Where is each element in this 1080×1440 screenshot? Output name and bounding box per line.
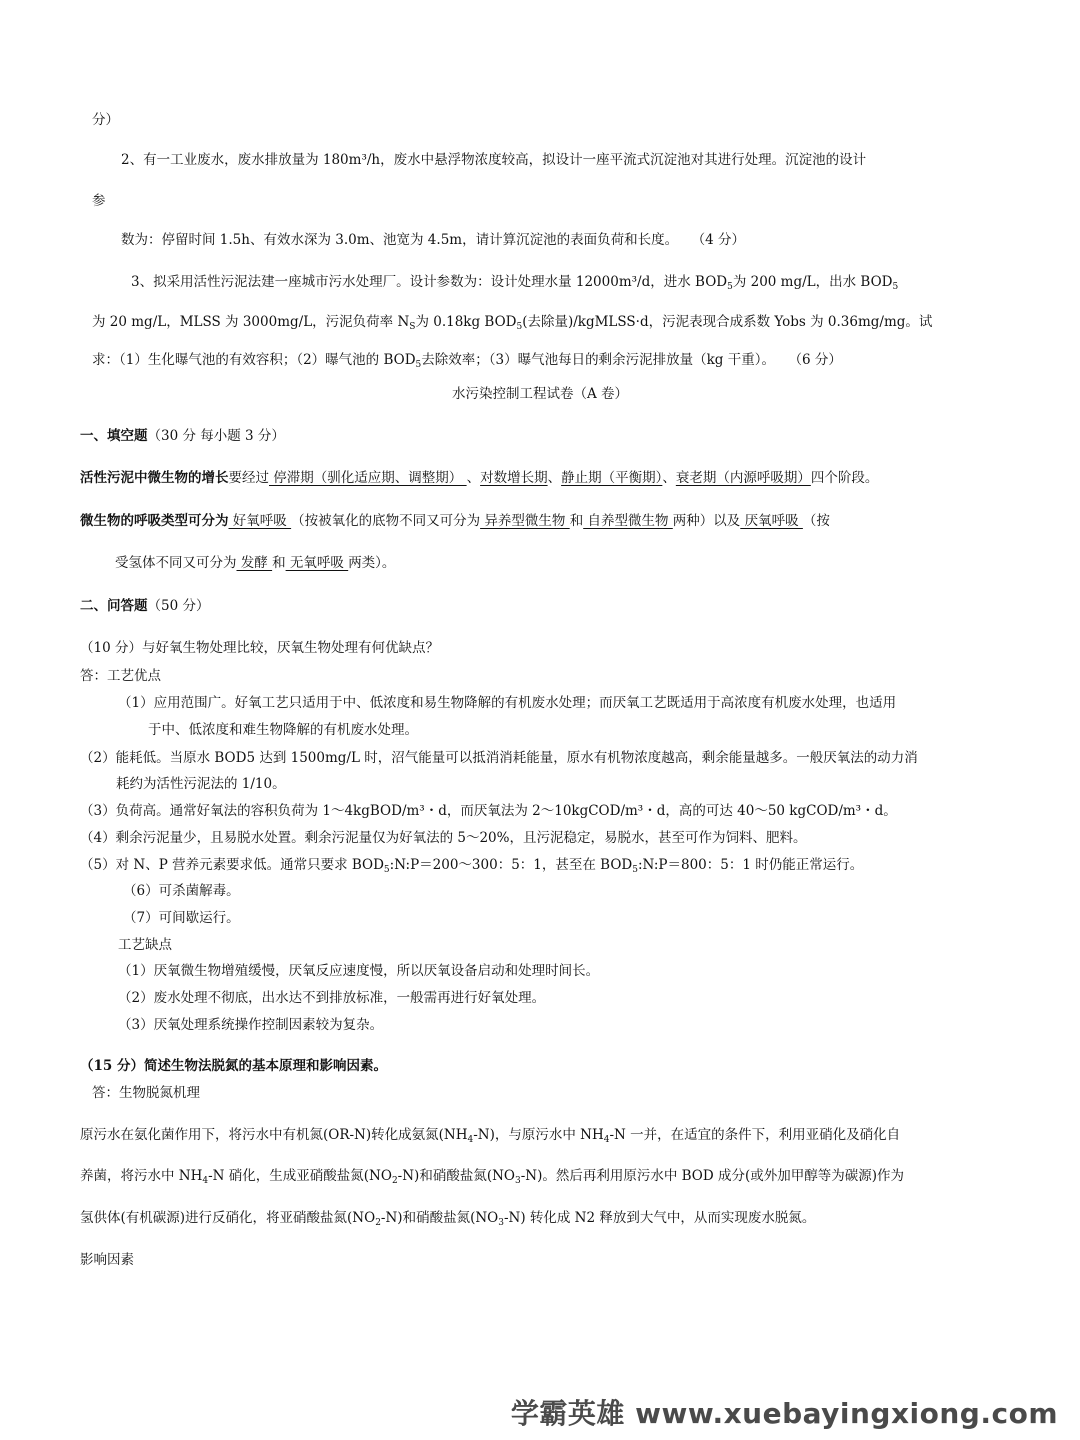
answer-line: （1）应用范围广。好氧工艺只适用于中、低浓度和易生物降解的有机废水处理；而厌氧工艺既适用于高浓度有机废水处理，也适用 (118, 695, 897, 711)
answer-line: （2）废水处理不彻底，出水达不到排放标准，一般需再进行好氧处理。 (118, 990, 546, 1006)
problem-3-line-2: 为 20 mg/L，MLSS 为 3000mg/L，污泥负荷率 $N_S$为 0.18kg $BOD_5$(去除量)/kgMLSS·d，污泥表现合成系数 Yobs 为 0.36mg/mg。试 (92, 314, 933, 332)
answer-blank: 自养型微生物 (583, 513, 673, 529)
answer-subheading: 工艺缺点 (118, 937, 172, 953)
fill-blank-2-cont: 受氢体不同又可分为 发酵 和 无氧呼吸 两类）。 (115, 555, 396, 571)
answer-blank: 厌氧呼吸 (740, 513, 803, 529)
answer-line: （3）厌氧处理系统操作控制因素较为复杂。 (118, 1017, 384, 1033)
answer-label: 答：生物脱氮机理 (92, 1085, 200, 1101)
answer-line: 耗约为活性污泥法的 1/10。 (116, 776, 286, 792)
answer-line: 于中、低浓度和难生物降解的有机废水处理。 (148, 722, 418, 738)
answer-line: （4）剩余污泥量少，且易脱水处置。剩余污泥量仅为好氧法的 5～20%，且污泥稳定，易脱水，甚至可作为饲料、肥料。 (80, 830, 807, 846)
problem-2-line-3: 数为：停留时间 1.5h、有效水深为 3.0m、池宽为 4.5m，请计算沉淀池的表面负荷和长度。 （4 分） (121, 232, 745, 248)
answer-blank: 好氧呼吸 (228, 513, 292, 529)
answer-blank: 无氧呼吸 (285, 555, 349, 571)
problem-3-line-1: 3、拟采用活性污泥法建一座城市污水处理厂。设计参数为：设计处理水量 12000m³/d，进水 $BOD_5$为 200 mg/L，出水 $BOD_5$ (131, 274, 899, 292)
answer-line: （7）可间歇运行。 (123, 910, 240, 926)
exam-title: 水污染控制工程试卷（A 卷） (451, 386, 629, 402)
answer-blank: 异养型微生物 (480, 513, 570, 529)
question-2: （15 分）简述生物法脱氮的基本原理和影响因素。 (80, 1058, 387, 1074)
problem-3-line-3: 求：（1）生化曝气池的有效容积；（2）曝气池的 $BOD_5$去除效率；（3）曝气池每日的剩余污泥排放量（kg 干重）。 （6 分） (92, 352, 842, 370)
text-line: 分） (92, 112, 119, 128)
answer-blank: 停滞期（驯化适应期、调整期） (269, 470, 467, 486)
fill-blank-2: 微生物的呼吸类型可分为 好氧呼吸 （按被氧化的底物不同又可分为 异养型微生物 和 自养型微生物 两种）以及 厌氧呼吸 （按 (80, 513, 830, 529)
problem-2-line-2: 参 (92, 193, 106, 209)
problem-2-line-1: 2、有一工业废水，废水排放量为 180m³/h，废水中悬浮物浓度较高，拟设计一座平流式沉淀池对其进行处理。沉淀池的设计 (121, 152, 867, 168)
answer-line: （1）厌氧微生物增殖缓慢，厌氧反应速度慢，所以厌氧设备启动和处理时间长。 (118, 963, 600, 979)
answer-blank: 发酵 (236, 555, 273, 571)
section-2-heading: 二、问答题（50 分） (80, 598, 210, 614)
section-1-heading: 一、填空题（30 分 每小题 3 分） (80, 428, 285, 444)
answer-paragraph-line: 原污水在氨化菌作用下，将污水中有机氮(OR-N)转化成氨氮$(NH_4-N)$，与原污水中 $NH_4-N$ 一并，在适宜的条件下，利用亚硝化及硝化自 (80, 1127, 901, 1145)
answer-paragraph-line: 养菌，将污水中 $NH_4-N$ 硝化，生成亚硝酸盐氮$(NO_2-N)$和硝酸盐氮$(NO_3-N)$。然后再利用原污水中 BOD 成分(或外加甲醇等为碳源)作为 (80, 1168, 905, 1186)
answer-blank: 衰老期（内源呼吸期） (675, 470, 811, 486)
answer-paragraph-line: 氢供体(有机碳源)进行反硝化，将亚硝酸盐氮$(NO_2-N)$和硝酸盐氮$(NO_3-N)$ 转化成 N2 释放到大气中，从而实现废水脱氮。 (80, 1210, 816, 1228)
answer-line: （6）可杀菌解毒。 (123, 883, 240, 899)
fill-blank-1: 活性污泥中微生物的增长要经过 停滞期（驯化适应期、调整期） 、对数增长期、静止期（平衡期）、衰老期（内源呼吸期）四个阶段。 (80, 470, 879, 486)
answer-label: 答：工艺优点 (80, 668, 161, 684)
answer-blank: 静止期（平衡期） (561, 470, 663, 486)
answer-line: （5）对 N、P 营养元素要求低。通常只要求 $BOD_5:N:P=200\sim 300$：5：1，甚至在 $BOD_5:N:P=800$：5：1 时仍能正常运行。 (80, 857, 864, 875)
answer-line: （2）能耗低。当原水 BOD5 达到 1500mg/L 时，沼气能量可以抵消消耗能量，原水有机物浓度越高，剩余能量越多。一般厌氧法的动力消 (80, 750, 918, 766)
watermark: 学霸英雄 www.xuebayingxiong.com (510, 1397, 1058, 1430)
answer-subheading: 影响因素 (80, 1252, 134, 1268)
question-1: （10 分）与好氧生物处理比较，厌氧生物处理有何优缺点？ (80, 640, 439, 656)
answer-blank: 对数增长期 (480, 470, 548, 486)
answer-line: （3）负荷高。通常好氧法的容积负荷为 1～4kgBOD/m³・d，而厌氧法为 2～10kgCOD/m³・d，高的可达 40～50 kgCOD/m³・d。 (80, 803, 897, 819)
